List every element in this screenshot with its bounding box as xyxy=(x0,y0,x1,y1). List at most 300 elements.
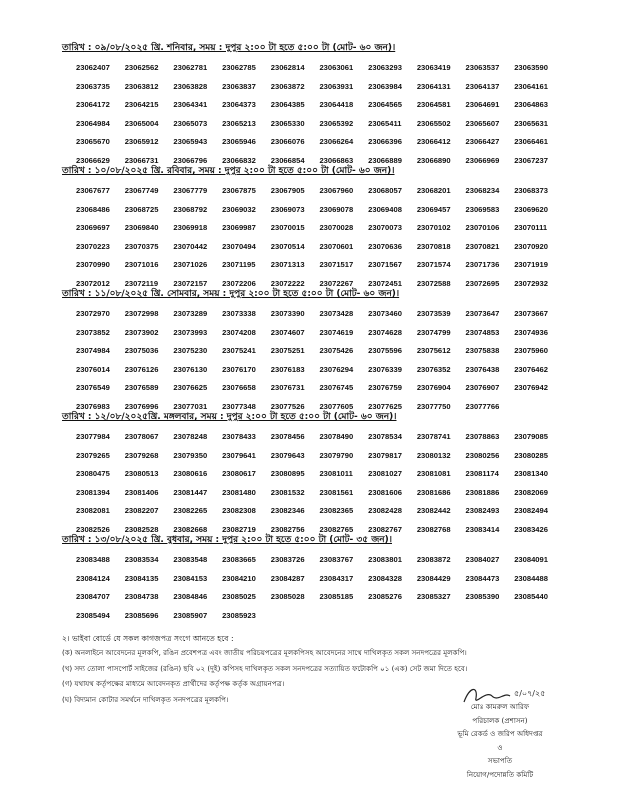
roll-number: 23075596 xyxy=(368,346,402,355)
roll-number: 23076352 xyxy=(416,364,451,374)
roll-grid xyxy=(76,551,570,625)
section-heading: তারিখ : ১১/০৮/২০২৫ খ্রি. সোমবার, সময় : দুপুর ২:০০ টা হতে ৫:০০ টা (মোট- ৬০ জন)। xyxy=(62,289,400,299)
signatory-committee: নিয়োগ/পদোন্নতি কমিটি xyxy=(466,769,534,779)
roll-number: 23083665 xyxy=(222,555,256,564)
roll-number: 23074619 xyxy=(319,327,354,337)
roll-number: 23074628 xyxy=(368,327,402,337)
roll-number: 23065004 xyxy=(124,118,159,128)
roll-number: 23069583 xyxy=(465,204,500,214)
roll-number: 23075612 xyxy=(416,346,451,355)
roll-number: 23064172 xyxy=(76,100,110,109)
roll-number: 23083414 xyxy=(465,524,500,534)
roll-number: 23066969 xyxy=(465,155,500,165)
roll-number: 23064863 xyxy=(514,100,548,109)
roll-number: 23073289 xyxy=(173,309,208,318)
roll-number: 23074607 xyxy=(270,327,305,337)
roll-number: 23078456 xyxy=(270,432,305,441)
roll-number: 23070015 xyxy=(270,223,305,232)
roll-grid xyxy=(76,305,570,416)
signatory-role: সভাপতি xyxy=(487,756,513,765)
roll-number: 23084846 xyxy=(173,592,208,601)
roll-number: 23083426 xyxy=(514,524,548,534)
roll-number: 23072206 xyxy=(222,278,256,288)
roll-number: 23085494 xyxy=(76,610,110,620)
roll-number: 23064581 xyxy=(416,100,451,109)
roll-number: 23063837 xyxy=(222,81,256,91)
roll-number: 23066396 xyxy=(368,137,402,146)
roll-number: 23072451 xyxy=(368,278,402,288)
roll-number: 23077526 xyxy=(270,401,305,411)
roll-number: 23067677 xyxy=(76,186,110,195)
roll-number: 23078534 xyxy=(368,432,402,441)
roll-number: 23085390 xyxy=(465,592,500,601)
roll-number: 23081394 xyxy=(76,487,110,497)
roll-number: 23084287 xyxy=(270,573,305,583)
roll-number: 23066889 xyxy=(368,155,402,165)
roll-number: 23070514 xyxy=(270,241,305,251)
roll-number: 23080475 xyxy=(76,469,110,478)
roll-number: 23076658 xyxy=(222,383,256,392)
roll-number: 23070111 xyxy=(514,223,548,232)
roll-number: 23084153 xyxy=(173,573,208,583)
roll-number: 23072222 xyxy=(270,278,305,288)
roll-number: 23076731 xyxy=(270,383,305,392)
roll-number: 23062785 xyxy=(222,63,256,72)
roll-number: 23084738 xyxy=(124,592,159,601)
roll-number: 23068373 xyxy=(514,186,548,195)
roll-number: 23074853 xyxy=(465,327,500,337)
roll-number: 23082493 xyxy=(465,506,500,515)
roll-number: 23067749 xyxy=(124,186,159,195)
roll-number: 23062814 xyxy=(270,63,305,72)
roll-number: 23071195 xyxy=(222,260,256,269)
roll-number: 23082207 xyxy=(124,506,159,515)
section-heading: তারিখ : ০৯/০৮/২০২৫ খ্রি. শনিবার, সময় : দুপুর ২:০০ টা হতে ৫:০০ টা (মোট- ৬০ জন)। xyxy=(62,43,396,53)
roll-number: 23070442 xyxy=(173,241,208,251)
roll-number: 23074208 xyxy=(222,327,256,337)
roll-number: 23082308 xyxy=(222,506,256,515)
roll-number: 23075230 xyxy=(173,346,208,355)
roll-number: 23064984 xyxy=(76,118,110,128)
roll-number: 23082668 xyxy=(173,524,208,534)
roll-number: 23074799 xyxy=(416,327,451,337)
roll-number: 23070028 xyxy=(319,223,354,232)
roll-number: 23070818 xyxy=(416,241,451,251)
roll-number: 23085276 xyxy=(368,592,402,601)
roll-number: 23069078 xyxy=(319,204,354,214)
roll-number: 23075036 xyxy=(124,346,159,355)
roll-number: 23079641 xyxy=(222,450,256,460)
roll-number: 23071567 xyxy=(368,260,402,269)
roll-number: 23082767 xyxy=(368,524,402,534)
roll-number: 23074936 xyxy=(514,327,548,337)
roll-number: 23081081 xyxy=(416,469,451,478)
roll-number: 23085907 xyxy=(173,610,208,620)
schedule-section xyxy=(62,165,570,293)
roll-number: 23073852 xyxy=(76,327,110,337)
roll-number: 23082756 xyxy=(270,524,305,534)
roll-number: 23081686 xyxy=(416,487,451,497)
roll-number: 23076904 xyxy=(416,383,451,392)
roll-number: 23062781 xyxy=(173,63,208,72)
roll-number: 23078741 xyxy=(416,432,451,441)
roll-number: 23064418 xyxy=(319,100,354,109)
roll-number: 23084707 xyxy=(76,592,110,601)
roll-number: 23066629 xyxy=(76,155,110,165)
roll-number: 23072970 xyxy=(76,309,110,318)
roll-number: 23064341 xyxy=(173,100,208,109)
roll-number: 23079268 xyxy=(124,450,159,460)
roll-number: 23083801 xyxy=(368,555,402,564)
roll-number: 23072157 xyxy=(173,278,208,288)
roll-number: 23066076 xyxy=(270,137,305,146)
roll-number: 23076339 xyxy=(368,364,402,374)
roll-number: 23084488 xyxy=(514,573,548,583)
roll-number: 23063984 xyxy=(368,81,402,91)
roll-number: 23077625 xyxy=(368,401,402,411)
roll-number: 23077605 xyxy=(319,401,354,411)
roll-number: 23085025 xyxy=(222,592,256,601)
roll-number: 23069697 xyxy=(76,223,110,232)
roll-number: 23062407 xyxy=(76,63,110,72)
roll-number: 23065943 xyxy=(173,137,208,146)
roll-number: 23072267 xyxy=(319,278,354,288)
roll-number: 23073647 xyxy=(465,309,500,318)
roll-number: 23083872 xyxy=(416,555,451,564)
roll-number: 23083534 xyxy=(124,555,159,564)
roll-number: 23083767 xyxy=(319,555,354,564)
roll-number: 23069408 xyxy=(368,204,402,214)
roll-number: 23082346 xyxy=(270,506,305,515)
roll-number: 23083548 xyxy=(173,555,208,564)
roll-number: 23076170 xyxy=(222,364,256,374)
roll-number: 23065607 xyxy=(465,118,500,128)
roll-number: 23082442 xyxy=(416,506,451,515)
roll-number: 23080617 xyxy=(222,469,256,478)
roll-number: 23066832 xyxy=(222,155,256,165)
roll-number: 23074984 xyxy=(76,346,110,355)
roll-number: 23080895 xyxy=(270,469,305,478)
roll-number: 23081406 xyxy=(124,487,159,497)
roll-number: 23085028 xyxy=(270,592,305,601)
roll-number: 23062562 xyxy=(124,63,159,72)
roll-number: 23079817 xyxy=(368,450,402,460)
roll-number: 23067875 xyxy=(222,186,256,195)
roll-number: 23064137 xyxy=(465,81,500,91)
schedule-section xyxy=(62,411,570,539)
svg-text:৫/০৭/২৫: ৫/০৭/২৫ xyxy=(514,689,546,698)
roll-number: 23084135 xyxy=(124,573,159,583)
roll-number: 23085696 xyxy=(124,610,159,620)
roll-number: 23083726 xyxy=(270,555,305,564)
roll-number: 23071736 xyxy=(465,260,500,269)
roll-number: 23064161 xyxy=(514,81,548,91)
roll-number: 23082719 xyxy=(222,524,256,534)
roll-number: 23070990 xyxy=(76,260,110,269)
roll-number: 23070073 xyxy=(368,223,402,232)
roll-number: 23082526 xyxy=(76,524,110,534)
roll-number: 23084429 xyxy=(416,573,451,583)
roll-number: 23076907 xyxy=(465,383,500,392)
roll-number: 23070102 xyxy=(416,223,451,232)
roll-number: 23077348 xyxy=(222,401,256,411)
roll-number: 23077031 xyxy=(173,401,208,411)
schedule-section xyxy=(62,42,570,170)
roll-number: 23078490 xyxy=(319,432,354,441)
roll-number: 23063590 xyxy=(514,63,548,72)
roll-number: 23076549 xyxy=(76,383,110,392)
roll-number: 23081174 xyxy=(465,469,499,478)
roll-number: 23070494 xyxy=(222,241,256,251)
roll-number: 23076130 xyxy=(173,364,208,374)
roll-number: 23064131 xyxy=(416,81,451,91)
roll-number: 23081886 xyxy=(465,487,500,497)
roll-number: 23068201 xyxy=(416,186,451,195)
note-item: (ক) অনলাইনে আবেদনের মূলকপি, রঙিন প্রবেশপত্র এবং জাতীয় পরিচয়পত্রের মূলকপিসহ আবেদনের সাথে দাখিলকৃত সকল সনদপত্রের মূলকপি। xyxy=(62,648,467,657)
roll-number: 23076759 xyxy=(368,383,402,392)
roll-number: 23081480 xyxy=(222,487,256,497)
roll-number: 23063931 xyxy=(319,81,354,91)
roll-number: 23079085 xyxy=(514,432,548,441)
roll-number: 23066461 xyxy=(514,137,548,146)
section-heading: তারিখ : ১৩/০৮/২০২৫ খ্রি. বুধবার, সময় : দুপুর ২:০০ টা হতে ৫:০০ টা (মোট- ৩৫ জন)। xyxy=(62,535,392,545)
roll-number: 23064215 xyxy=(124,100,159,109)
roll-number: 23072119 xyxy=(124,278,159,288)
roll-number: 23073902 xyxy=(124,327,159,337)
roll-number: 23084091 xyxy=(514,555,548,564)
roll-number: 23076745 xyxy=(319,383,354,392)
roll-number: 23073667 xyxy=(514,309,548,318)
roll-number: 23084328 xyxy=(368,573,402,583)
roll-number: 23072695 xyxy=(465,278,500,288)
roll-number: 23081447 xyxy=(173,487,208,497)
section-heading: তারিখ : ১০/০৮/২০২৫ খ্রি. রবিবার, সময় : দুপুর ২:০০ টা হতে ৫:০০ টা (মোট- ৬০ জন)। xyxy=(62,166,395,176)
roll-number: 23078433 xyxy=(222,432,256,441)
roll-number: 23080132 xyxy=(416,450,451,460)
roll-number: 23066890 xyxy=(416,155,451,165)
roll-number: 23072932 xyxy=(514,278,548,288)
roll-number: 23071919 xyxy=(514,260,548,269)
roll-number: 23065912 xyxy=(124,137,159,146)
roll-number: 23064373 xyxy=(222,100,256,109)
roll-number: 23078248 xyxy=(173,432,208,441)
roll-number: 23077750 xyxy=(416,401,451,411)
roll-number: 23069457 xyxy=(416,204,451,214)
roll-number: 23084210 xyxy=(222,573,256,583)
roll-number: 23073539 xyxy=(416,309,451,318)
roll-number: 23072998 xyxy=(124,309,159,318)
roll-number: 23082365 xyxy=(319,506,354,515)
roll-number: 23070920 xyxy=(514,241,548,251)
roll-number: 23070223 xyxy=(76,241,110,251)
roll-number: 23085327 xyxy=(416,592,451,601)
schedule-section xyxy=(62,288,570,416)
roll-number: 23075426 xyxy=(319,346,354,355)
signatory-office: ভূমি রেকর্ড ও জরিপ অধিদপ্তর xyxy=(457,729,543,738)
roll-number: 23071574 xyxy=(416,260,451,269)
roll-number: 23081340 xyxy=(514,469,548,478)
roll-number: 23080285 xyxy=(514,450,548,460)
roll-number: 23075838 xyxy=(465,346,500,355)
roll-number: 23076625 xyxy=(173,383,208,392)
roll-number: 23084317 xyxy=(319,573,354,583)
signatory-designation: পরিচালক (প্রশাসন) xyxy=(472,715,528,725)
roll-number: 23065330 xyxy=(270,118,305,128)
roll-number: 23069840 xyxy=(124,223,159,232)
roll-number: 23066427 xyxy=(465,137,500,146)
roll-number: 23073390 xyxy=(270,309,305,318)
roll-number: 23069032 xyxy=(222,204,256,214)
roll-number: 23071313 xyxy=(270,260,305,269)
roll-number: 23067905 xyxy=(270,186,305,195)
roll-number: 23067960 xyxy=(319,186,354,195)
roll-number: 23064565 xyxy=(368,100,402,109)
roll-number: 23071026 xyxy=(173,260,208,269)
roll-number: 23070601 xyxy=(319,241,354,251)
roll-number: 23065502 xyxy=(416,118,451,128)
note-item: (গ) যথাযথ কর্তৃপক্ষের মাধ্যমে আবেদনকৃত প্রার্থীদের কর্তৃপক্ষ কর্তৃক অগ্রায়নপত্র। xyxy=(62,679,285,689)
roll-number: 23066796 xyxy=(173,155,208,165)
roll-number: 23063537 xyxy=(465,63,500,72)
roll-number: 23082494 xyxy=(514,506,548,515)
roll-number: 23070375 xyxy=(124,241,159,251)
schedule-section xyxy=(62,534,570,625)
roll-number: 23069987 xyxy=(222,223,256,232)
notes-title: ২। ভাইবা বোর্ডে যে সকল কাগজপত্র সংগে আনতে হবে : xyxy=(62,634,234,643)
roll-number: 23065946 xyxy=(222,137,256,146)
roll-number: 23066412 xyxy=(416,137,451,146)
roll-number: 23076589 xyxy=(124,383,159,392)
roll-number: 23069918 xyxy=(173,223,208,232)
roll-number: 23063419 xyxy=(416,63,451,72)
roll-number: 23079790 xyxy=(319,450,354,460)
roll-number: 23079265 xyxy=(76,450,110,460)
signatory-name: মোঃ কামরুল আরিফ xyxy=(470,702,530,711)
roll-number: 23073428 xyxy=(319,309,354,318)
roll-number: 23063293 xyxy=(368,63,402,72)
roll-number: 23085185 xyxy=(319,592,354,601)
roll-number: 23072588 xyxy=(416,278,451,288)
roll-number: 23082069 xyxy=(514,487,548,497)
roll-number: 23068725 xyxy=(124,204,159,214)
roll-number: 23076438 xyxy=(465,364,500,374)
roll-number: 23065411 xyxy=(368,118,402,128)
roll-number: 23079643 xyxy=(270,450,305,460)
roll-number: 23081011 xyxy=(319,469,353,478)
roll-number: 23080616 xyxy=(173,469,208,478)
roll-number: 23068792 xyxy=(173,204,208,214)
roll-number: 23068234 xyxy=(465,186,500,195)
roll-grid xyxy=(76,59,570,170)
roll-number: 23083488 xyxy=(76,555,110,564)
roll-number: 23063735 xyxy=(76,81,110,91)
roll-number: 23084027 xyxy=(465,555,500,564)
roll-number: 23082265 xyxy=(173,506,208,515)
roll-number: 23063872 xyxy=(270,81,305,91)
roll-number: 23071016 xyxy=(124,260,159,269)
roll-number: 23076183 xyxy=(270,364,305,374)
roll-number: 23065631 xyxy=(514,118,548,128)
roll-number: 23072012 xyxy=(76,278,110,288)
roll-number: 23076462 xyxy=(514,364,548,374)
signature-block xyxy=(440,700,560,781)
roll-number: 23081606 xyxy=(368,487,402,497)
roll-number: 23082528 xyxy=(124,524,159,534)
roll-number: 23065073 xyxy=(173,118,208,128)
roll-number: 23075960 xyxy=(514,346,548,355)
roll-number: 23077984 xyxy=(76,432,110,441)
roll-number: 23081027 xyxy=(368,469,402,478)
roll-number: 23067237 xyxy=(514,155,548,165)
roll-number: 23063828 xyxy=(173,81,208,91)
roll-number: 23073460 xyxy=(368,309,402,318)
roll-number: 23080513 xyxy=(124,469,159,478)
roll-number: 23082081 xyxy=(76,506,110,515)
roll-number: 23084124 xyxy=(76,573,110,583)
roll-number: 23064691 xyxy=(465,100,500,109)
roll-number: 23081532 xyxy=(270,487,305,497)
roll-number: 23076014 xyxy=(76,364,110,374)
roll-number: 23082765 xyxy=(319,524,354,534)
roll-number: 23073338 xyxy=(222,309,256,318)
roll-number: 23076294 xyxy=(319,364,354,374)
section-heading: তারিখ : ১২/০৮/২০২৫খ্রি. মঙ্গলবার, সময় : দুপুর ২:০০ টা হতে ৫:০০ টা (মোট- ৬০ জন)। xyxy=(62,412,397,422)
roll-number: 23085440 xyxy=(514,592,548,601)
roll-number: 23076942 xyxy=(514,383,548,392)
roll-number: 23070821 xyxy=(465,241,500,251)
roll-number: 23063812 xyxy=(124,81,159,91)
roll-number: 23066264 xyxy=(319,137,354,146)
roll-number: 23069620 xyxy=(514,204,548,214)
roll-number: 23082428 xyxy=(368,506,402,515)
roll-number: 23069073 xyxy=(270,204,305,214)
roll-number: 23066731 xyxy=(124,155,159,165)
roll-number: 23073993 xyxy=(173,327,208,337)
roll-number: 23071517 xyxy=(319,260,354,269)
roll-number: 23065392 xyxy=(319,118,354,128)
roll-number: 23078067 xyxy=(124,432,159,441)
roll-number: 23075251 xyxy=(270,346,305,355)
roll-number: 23070636 xyxy=(368,241,402,251)
roll-number: 23079350 xyxy=(173,450,208,460)
roll-number: 23085923 xyxy=(222,610,256,620)
roll-number: 23077766 xyxy=(465,401,500,411)
roll-number: 23076983 xyxy=(76,401,110,411)
roll-number: 23076126 xyxy=(124,364,159,374)
roll-number: 23065213 xyxy=(222,118,256,128)
roll-number: 23078863 xyxy=(465,432,500,441)
roll-grid xyxy=(76,428,570,539)
roll-number: 23063061 xyxy=(319,63,354,72)
roll-number: 23076996 xyxy=(124,401,159,411)
roll-grid xyxy=(76,182,570,293)
roll-number: 23082768 xyxy=(416,524,451,534)
roll-number: 23066854 xyxy=(270,155,305,165)
roll-number: 23070106 xyxy=(465,223,500,232)
note-item: (ঘ) বিদ্যমান কোটার সমর্থনে দাখিলকৃত সনদপত্রের মূলকপি। xyxy=(62,694,229,704)
note-item: (খ) সদ্য তোলা পাসপোর্ট সাইজের (রঙিন) ছবি ০২ (দুই) কপিসহ দাখিলকৃত সকল সনদপত্রের সত্যায়িত ফটোকপি ০১ (এক) সেট জমা দিতে হবে। xyxy=(62,663,468,673)
roll-number: 23064385 xyxy=(270,100,305,109)
roll-number: 23068057 xyxy=(368,186,402,195)
roll-number: 23065670 xyxy=(76,137,110,146)
roll-number: 23080256 xyxy=(465,450,500,460)
roll-number: 23067779 xyxy=(173,186,208,195)
roll-number: 23075241 xyxy=(222,346,256,355)
roll-number: 23084473 xyxy=(465,573,500,583)
roll-number: 23081561 xyxy=(319,487,354,497)
roll-number: 23066863 xyxy=(319,155,354,165)
signatory-conjunction: ও xyxy=(497,742,503,752)
